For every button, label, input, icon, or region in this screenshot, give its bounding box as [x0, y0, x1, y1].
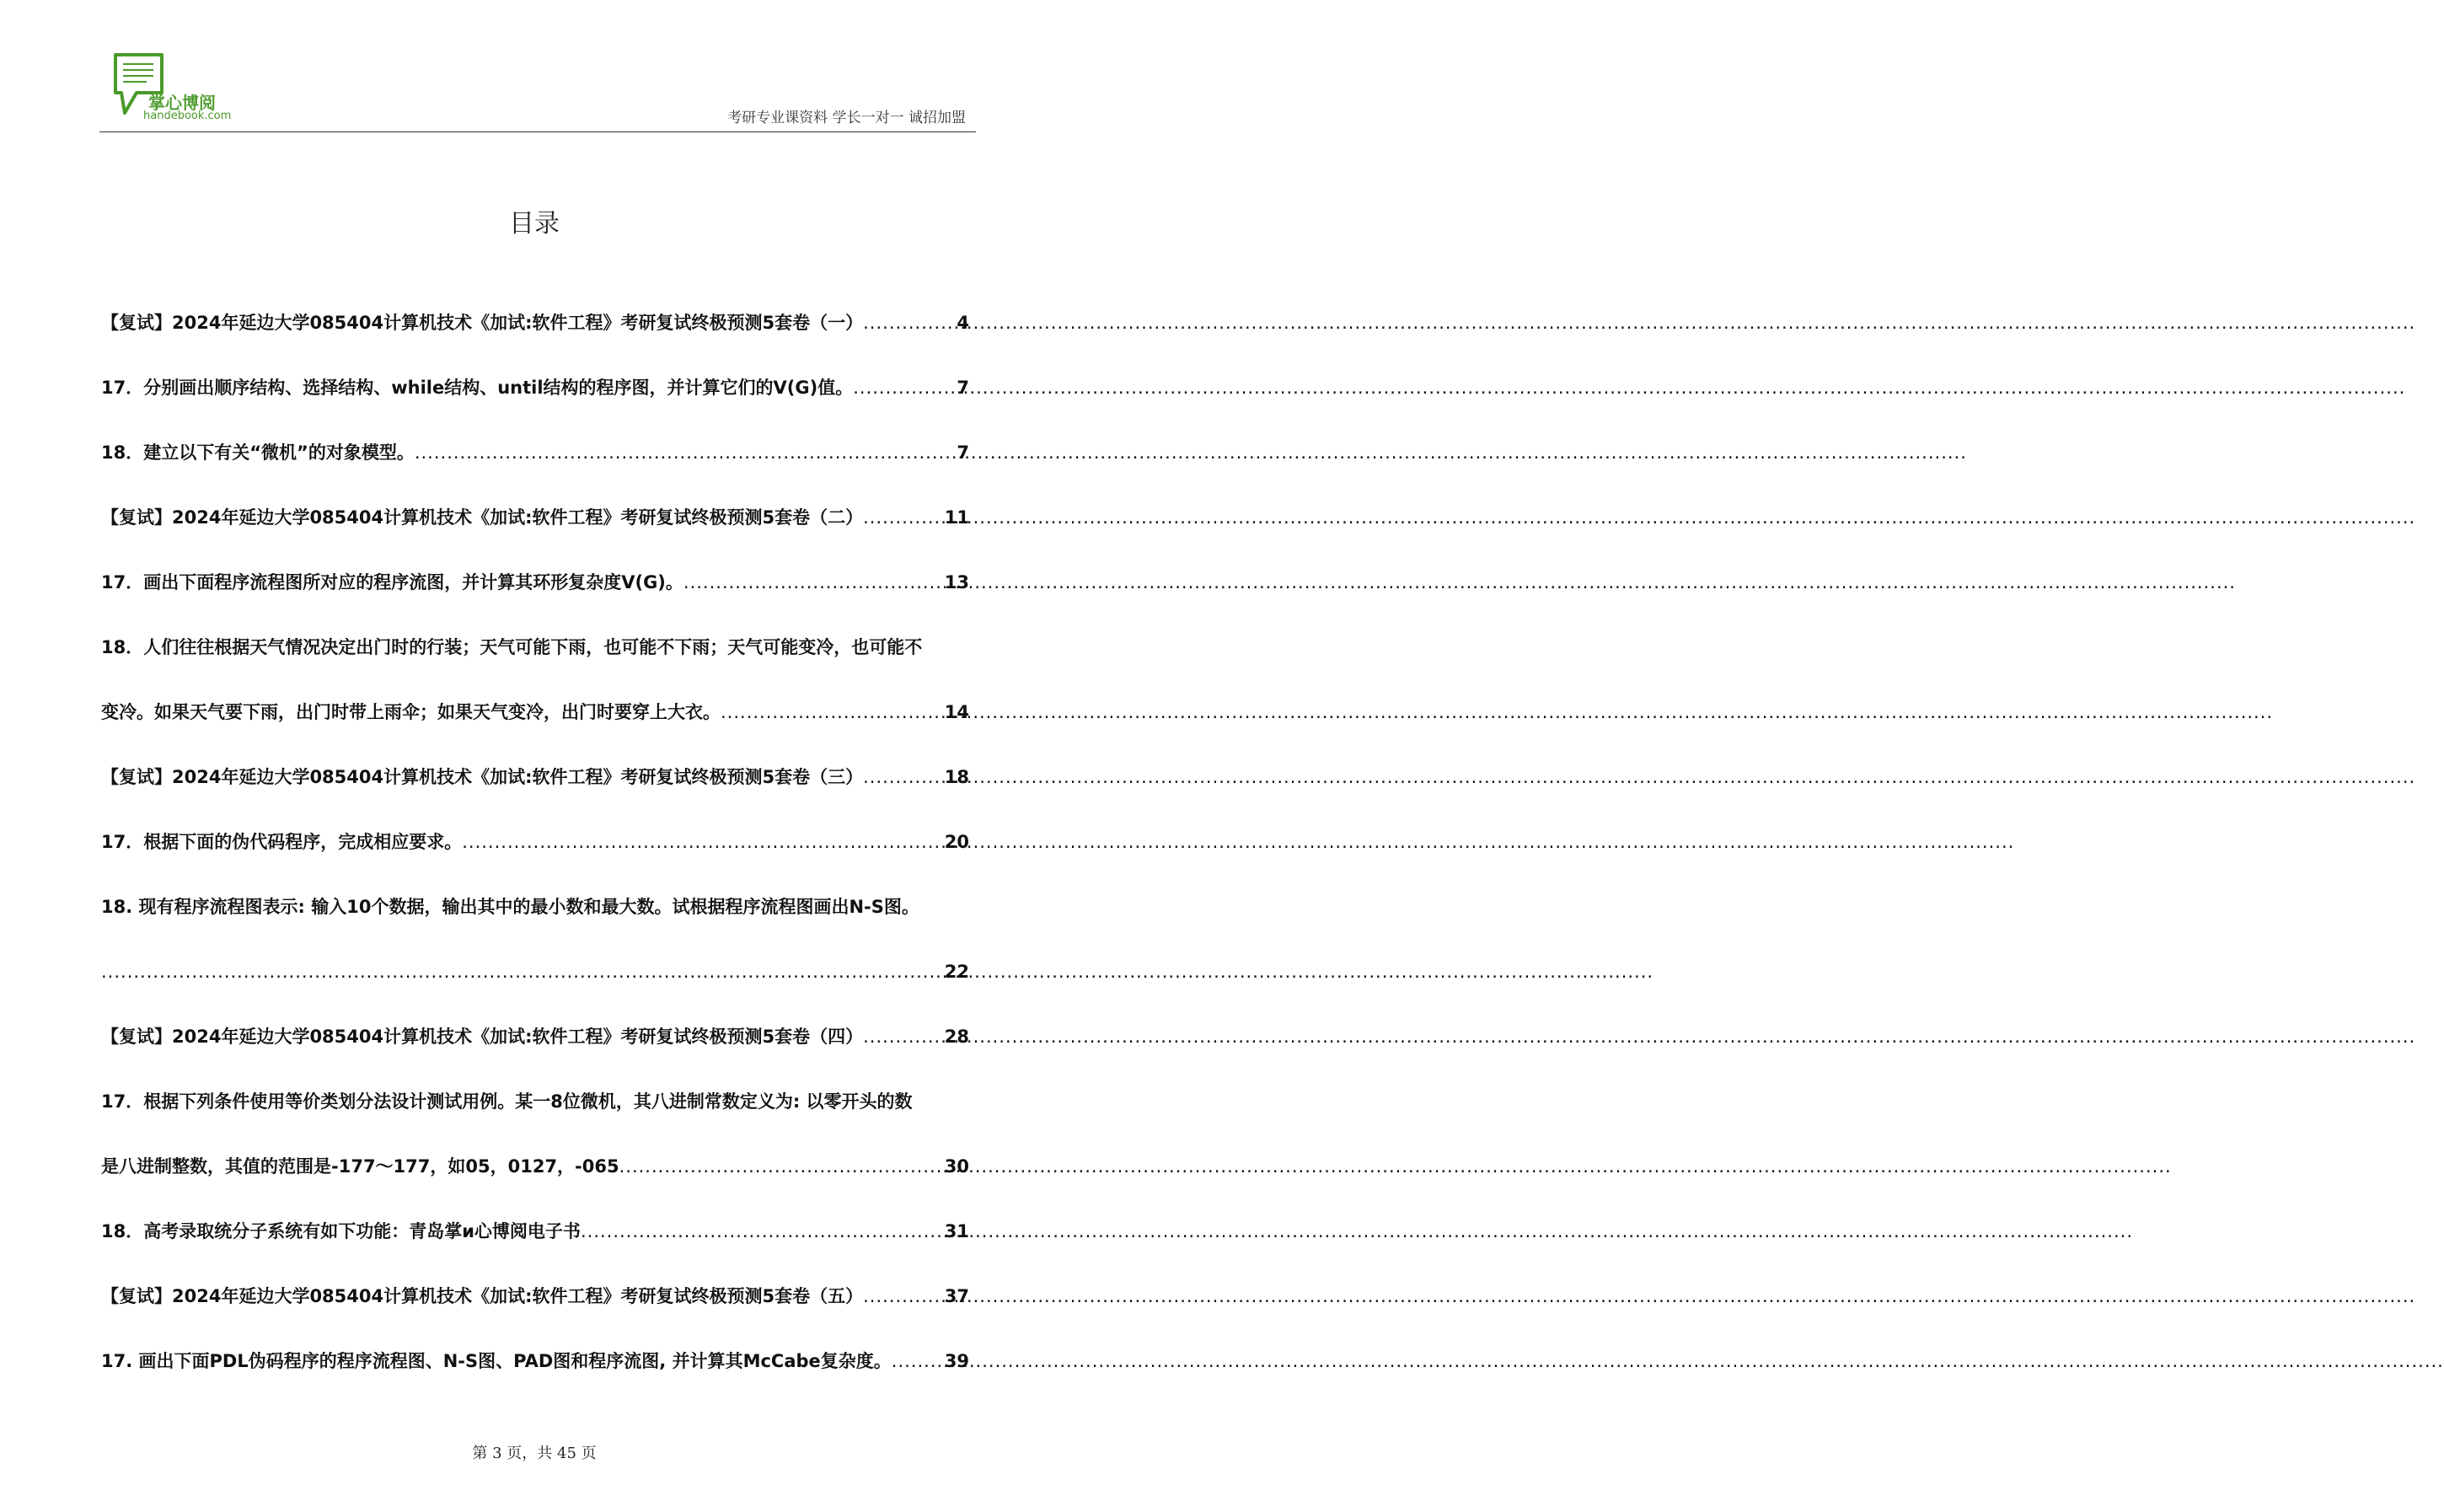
- toc-entry-text[interactable]: 18. 现有程序流程图表示: 输入10个数据，输出其中的最小数和最大数。试根据程序流程图画出N-S图。: [101, 897, 919, 917]
- toc-page-number: 7: [957, 378, 969, 398]
- header-slogan: 考研专业课资料 学长一对一 诚招加盟: [727, 110, 966, 126]
- toc-entry[interactable]: [101, 695, 969, 729]
- toc-entry-text: 18．高考录取统分子系统有如下功能：青岛掌и心博阅电子书: [101, 1221, 581, 1241]
- page-footer: 第 3 页，共 45 页: [472, 1445, 597, 1462]
- toc-page-number: 30: [944, 1156, 969, 1177]
- toc-page-number: 11: [944, 507, 969, 528]
- toc-entry[interactable]: [101, 306, 969, 340]
- logo-url: handebook.com: [143, 110, 232, 122]
- toc-entry[interactable]: [101, 955, 969, 989]
- toc-dot-leader: [721, 695, 943, 729]
- toc-dot-leader: [863, 306, 955, 340]
- toc-dot-leader: [581, 1214, 943, 1248]
- toc-entry-text: 17．画出下面程序流程图所对应的程序流图，并计算其环形复杂度V(G)。: [101, 572, 683, 592]
- toc-dot-leader: [892, 1344, 943, 1378]
- toc-entry[interactable]: [101, 371, 969, 405]
- toc-entry[interactable]: [101, 1214, 969, 1248]
- toc-entry-text[interactable]: 18．人们往往根据天气情况决定出门时的行装；天气可能下雨，也可能不下雨；天气可能变冷，也可能不: [101, 637, 923, 657]
- toc-entry-text: 17．分别画出顺序结构、选择结构、while结构、until结构的程序图，并计算它们的V(G)值。: [101, 378, 854, 398]
- toc-entry-text: 【复试】2024年延边大学085404计算机技术《加试:软件工程》考研复试终极预测5套卷（二）: [101, 507, 864, 528]
- toc-page-number: 7: [957, 442, 969, 463]
- toc-entry[interactable]: [101, 1150, 969, 1183]
- toc-page-number: 14: [944, 702, 969, 722]
- toc-entry-text: 18．建立以下有关“微机”的对象模型。: [101, 442, 415, 463]
- toc-entry[interactable]: [101, 825, 969, 859]
- toc-dot-leader: [863, 760, 943, 794]
- logo-name: 掌心博阅: [148, 93, 216, 113]
- page-header: [99, 51, 976, 132]
- toc-entry[interactable]: [101, 566, 969, 599]
- toc-dot-leader: [415, 436, 956, 469]
- toc-page-number: 20: [944, 832, 969, 852]
- toc-entry-text: 17．根据下面的伪代码程序，完成相应要求。: [101, 832, 463, 852]
- toc-dot-leader: [101, 955, 943, 989]
- handebook-logo: [113, 52, 239, 125]
- toc-dot-leader: [863, 1020, 943, 1054]
- toc-entry[interactable]: [101, 760, 969, 794]
- toc-entry[interactable]: [101, 1020, 969, 1054]
- toc-page-number: 28: [944, 1027, 969, 1047]
- toc-dot-leader: [462, 825, 943, 859]
- toc-dot-leader: [863, 1279, 943, 1313]
- toc-entry-text: 【复试】2024年延边大学085404计算机技术《加试:软件工程》考研复试终极预测5套卷（一）: [101, 313, 864, 333]
- toc-entry-text: 变冷。如果天气要下雨，出门时带上雨伞；如果天气变冷，出门时要穿上大衣。: [101, 702, 721, 722]
- toc-entry[interactable]: [101, 1344, 969, 1378]
- toc-entry-text: 【复试】2024年延边大学085404计算机技术《加试:软件工程》考研复试终极预测5套卷（四）: [101, 1027, 864, 1047]
- toc-entry-text: 是八进制整数，其值的范围是-177～177，如05，0127，-065: [101, 1156, 619, 1177]
- toc-entry[interactable]: [101, 436, 969, 469]
- toc-dot-leader: [863, 501, 943, 534]
- toc-page-number: 4: [957, 313, 969, 333]
- toc-page-number: 22: [944, 962, 969, 982]
- toc-page-number: 31: [944, 1221, 969, 1241]
- toc-dot-leader: [853, 371, 955, 405]
- toc-page-number: 39: [944, 1351, 969, 1371]
- toc-dot-leader: [619, 1150, 943, 1183]
- toc-entry-text: 17. 画出下面PDL伪码程序的程序流程图、N-S图、PAD图和程序流图, 并计算其McCabe复杂度。: [101, 1351, 892, 1371]
- toc-dot-leader: [683, 566, 943, 599]
- toc-entry-text: 【复试】2024年延边大学085404计算机技术《加试:软件工程》考研复试终极预测5套卷（三）: [101, 767, 864, 787]
- toc-entry[interactable]: [101, 501, 969, 534]
- toc-page-number: 37: [944, 1286, 969, 1306]
- toc-entry-text: 【复试】2024年延边大学085404计算机技术《加试:软件工程》考研复试终极预测5套卷（五）: [101, 1286, 864, 1306]
- toc-page-number: 13: [944, 572, 969, 592]
- toc-page-number: 18: [944, 767, 969, 787]
- toc-title: 目录: [509, 209, 560, 239]
- toc-entry-text[interactable]: 17．根据下列条件使用等价类划分法设计测试用例。某一8位微机，其八进制常数定义为: 以零开头的数: [101, 1091, 913, 1112]
- toc-entry[interactable]: [101, 1279, 969, 1313]
